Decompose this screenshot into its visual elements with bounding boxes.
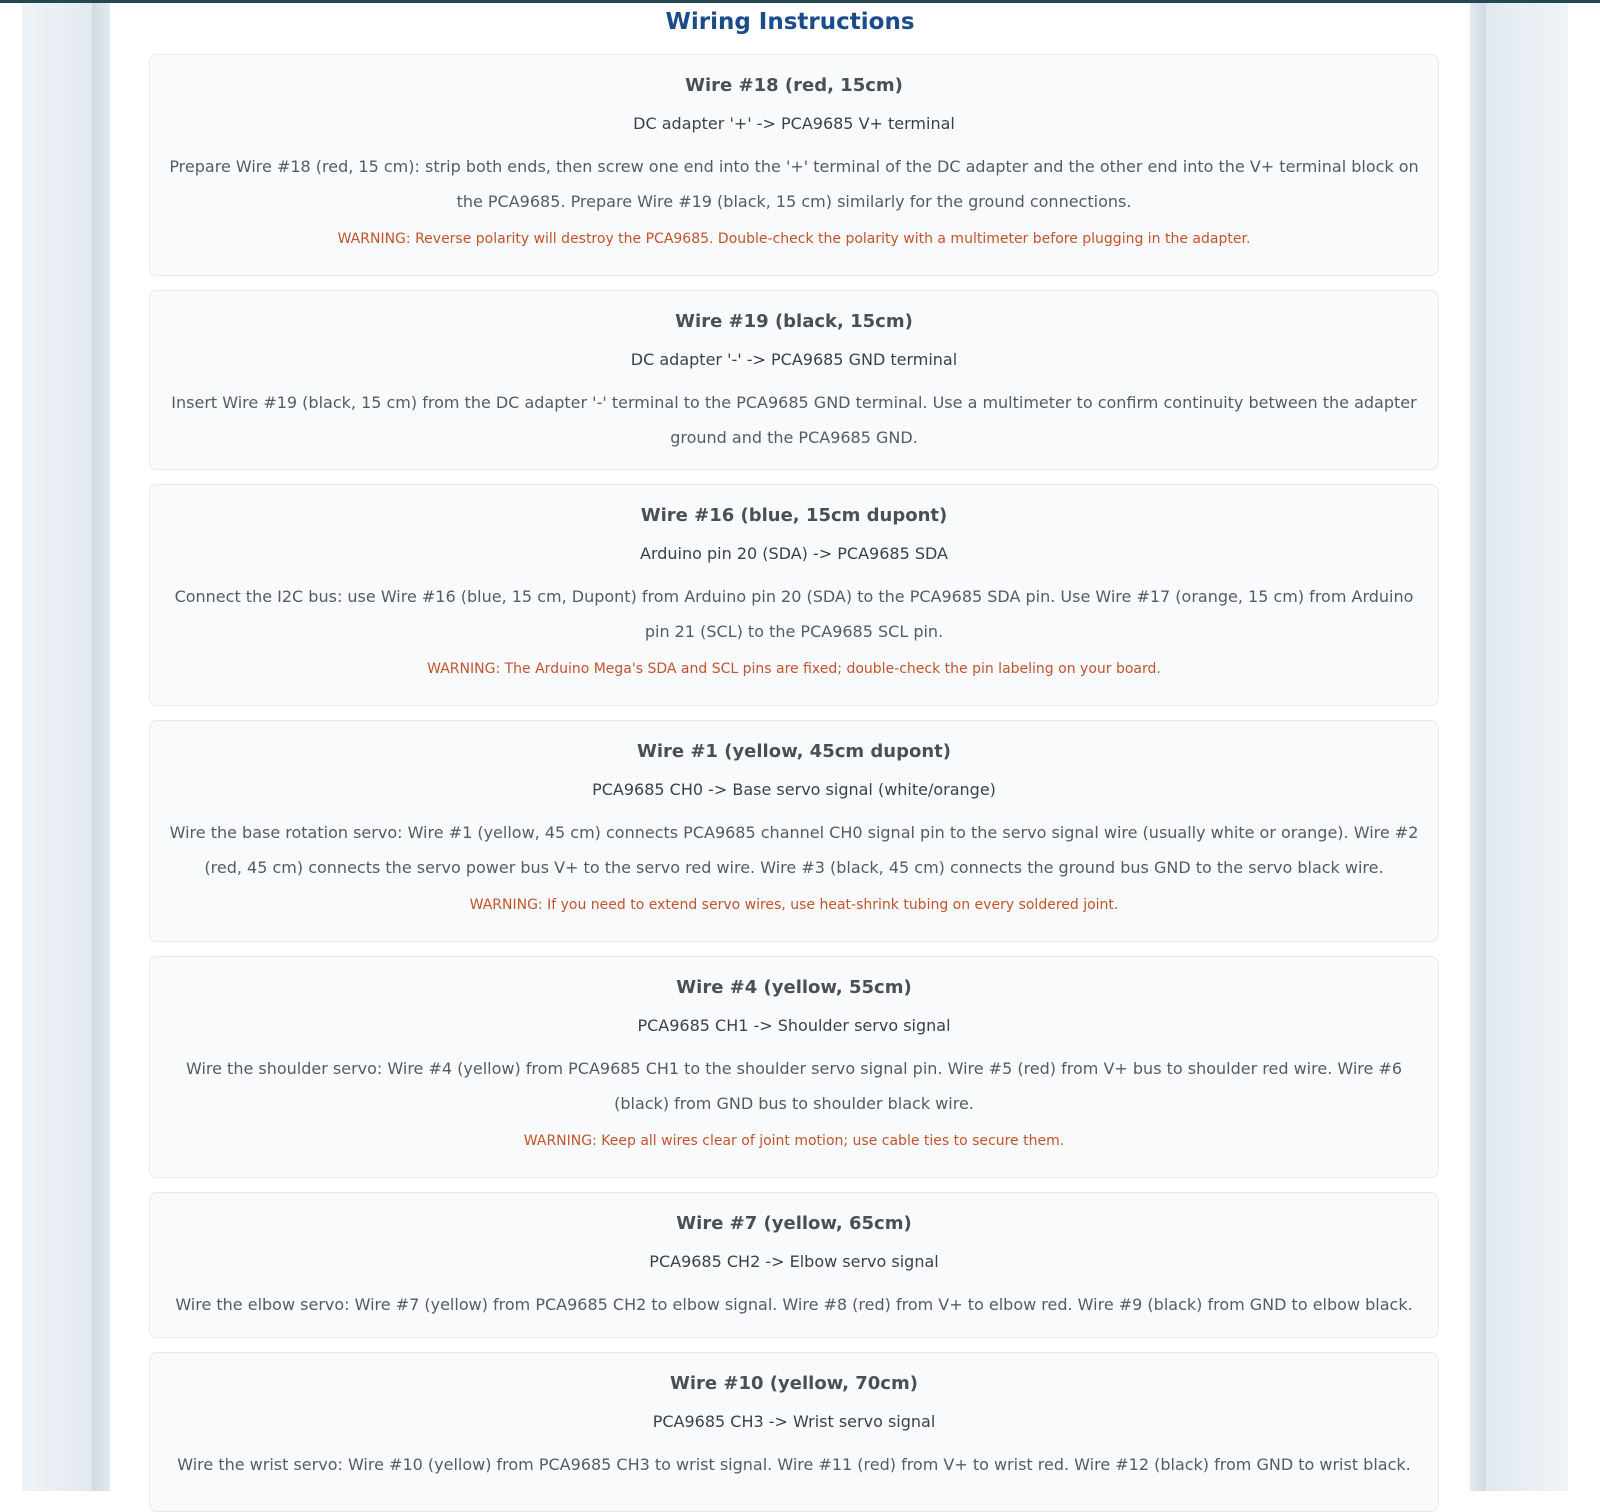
wire-warning: WARNING: The Arduino Mega's SDA and SCL pins are fixed; double-check the pin labeling on your board. [427,661,1161,677]
instructions-panel[interactable] [110,3,1470,1491]
wire-description: Wire the shoulder servo: Wire #4 (yellow) from PCA9685 CH1 to the shoulder servo signal pin. Wire #5 (red) from V+ bus to shoulder red wire. Wire #6 (black) from GND bus to shoulder black wire. [185,1059,1403,1113]
wire-description: Prepare Wire #18 (red, 15 cm): strip both ends, then screw one end into the '+' terminal of the DC adapter and the other end into the V+ terminal block on the PCA9685. Prepare Wire #19 (black, 15 cm) similarly for the ground connections. [169,157,1419,211]
wire-description: Connect the I2C bus: use Wire #16 (blue, 15 cm, Dupont) from Arduino pin 20 (SDA) to the PCA9685 SDA pin. Use Wire #17 (orange, 15 cm) from Arduino pin 21 (SCL) to the PCA9685 SCL pin. [174,587,1414,641]
wire-connection: PCA9685 CH0 -> Base servo signal (white/orange) [592,780,996,799]
wire-card [149,956,1439,1178]
page-title: Wiring Instructions [665,9,915,35]
wire-card [149,54,1439,276]
right-backdrop-edge [1470,3,1486,1491]
wire-description: Wire the wrist servo: Wire #10 (yellow) from PCA9685 CH3 to wrist signal. Wire #11 (red) from V+ to wrist red. Wire #12 (black) from GND to wrist black. [177,1455,1411,1474]
wire-connection: Arduino pin 20 (SDA) -> PCA9685 SDA [640,544,948,563]
wire-connection: PCA9685 CH2 -> Elbow servo signal [649,1252,939,1271]
wire-warning: WARNING: Keep all wires clear of joint motion; use cable ties to secure them. [523,1133,1065,1149]
wire-connection: PCA9685 CH3 -> Wrist servo signal [652,1412,936,1431]
wire-card [149,1352,1439,1512]
wire-title: Wire #1 (yellow, 45cm dupont) [636,741,952,762]
wire-card [149,1192,1439,1338]
wire-title: Wire #19 (black, 15cm) [675,311,913,332]
wire-description: Wire the base rotation servo: Wire #1 (yellow, 45 cm) connects PCA9685 channel CH0 signal pin to the servo signal wire (usually white or orange). Wire #2 (red, 45 cm) connects the servo power bus V+ to the servo red wire. Wire #3 (black, 45 cm) connects the ground bus GND to the servo black wire. [169,823,1419,877]
wire-card [149,484,1439,706]
wire-warning: WARNING: Reverse polarity will destroy the PCA9685. Double-check the polarity with a multimeter before plugging in the adapter. [337,231,1251,247]
wire-title: Wire #16 (blue, 15cm dupont) [640,505,948,526]
left-backdrop-edge [92,3,110,1491]
wire-description: Insert Wire #19 (black, 15 cm) from the DC adapter '-' terminal to the PCA9685 GND terminal. Use a multimeter to confirm continuity between the adapter ground and the PCA9685 GND. [171,393,1417,447]
wire-connection: PCA9685 CH1 -> Shoulder servo signal [637,1016,951,1035]
wire-title: Wire #10 (yellow, 70cm) [670,1373,918,1394]
wire-description: Wire the elbow servo: Wire #7 (yellow) from PCA9685 CH2 to elbow signal. Wire #8 (red) from V+ to elbow red. Wire #9 (black) from GND to elbow black. [175,1295,1413,1314]
wire-title: Wire #4 (yellow, 55cm) [676,977,912,998]
wire-connection: DC adapter '+' -> PCA9685 V+ terminal [633,114,955,133]
wire-card [149,720,1439,942]
wire-warning: WARNING: If you need to extend servo wires, use heat-shrink tubing on every soldered joint. [469,897,1119,913]
wire-title: Wire #18 (red, 15cm) [685,75,903,96]
wire-card [149,290,1439,470]
wire-title: Wire #7 (yellow, 65cm) [676,1213,912,1234]
wire-connection: DC adapter '-' -> PCA9685 GND terminal [630,350,958,369]
